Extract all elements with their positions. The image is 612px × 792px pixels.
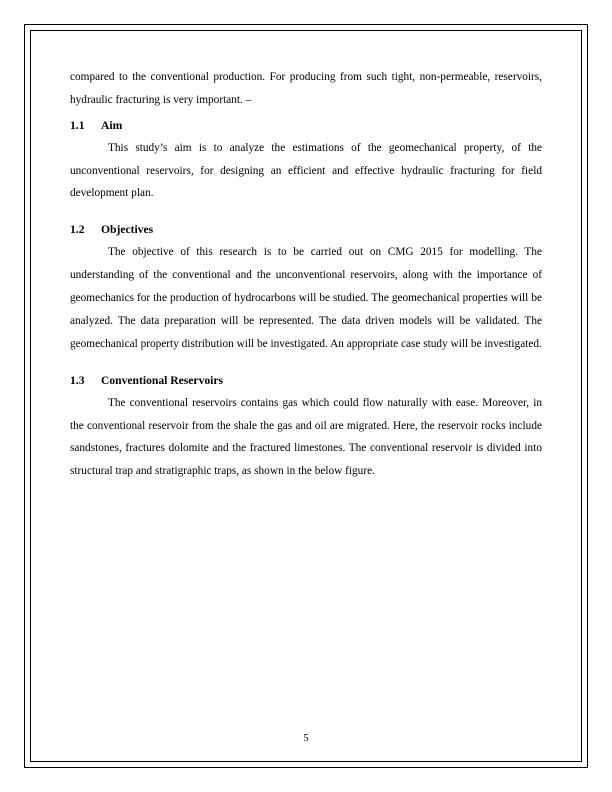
page-number: 5 (303, 733, 309, 744)
aim-paragraph: This study’s aim is to analyze the estimations of the geomechanical property, of the unconventional reservoirs, for designing an efficient and effective hydraulic fracturing for field development plan. (70, 141, 542, 200)
heading-conventional-reservoirs-number: 1.3 (70, 373, 85, 387)
heading-aim-number: 1.1 (70, 118, 85, 132)
heading-aim-title: Aim (101, 118, 123, 132)
heading-objectives (70, 218, 542, 241)
heading-objectives-title: Objectives (101, 223, 154, 237)
page-content (70, 66, 542, 483)
spacer (70, 356, 542, 369)
objectives-paragraph: The objective of this research is to be carried out on CMG 2015 for modelling. The understanding of the conventional and the unconventional reservoirs, along with the importance of geomechanics for the production of hydrocarbons will be studied. The geomechanical properties will be analyzed. The data preparation will be represented. The data driven models will be validated. The geomechanical property distribution will be investigated. An appropriate case study will be investigated. (70, 246, 542, 350)
spacer (70, 205, 542, 218)
heading-aim (70, 114, 542, 137)
heading-conventional-reservoirs (70, 369, 542, 392)
heading-objectives-number: 1.2 (70, 223, 85, 237)
intro-paragraph: compared to the conventional production. For producing from such tight, non-permeable, reservoirs, hydraulic fracturing is very important. – (70, 71, 542, 106)
conventional-reservoirs-paragraph: The conventional reservoirs contains gas which could flow naturally with ease. Moreover, in the conventional reservoir from the shale the gas and oil are migrated. Here, the reservoir rocks include sandstones, fractures dolomite and the fractured limestones. The conventional reservoir is divided into structural trap and stratigraphic traps, as shown in the below figure. (70, 396, 542, 478)
heading-conventional-reservoirs-title: Conventional Reservoirs (101, 373, 224, 387)
